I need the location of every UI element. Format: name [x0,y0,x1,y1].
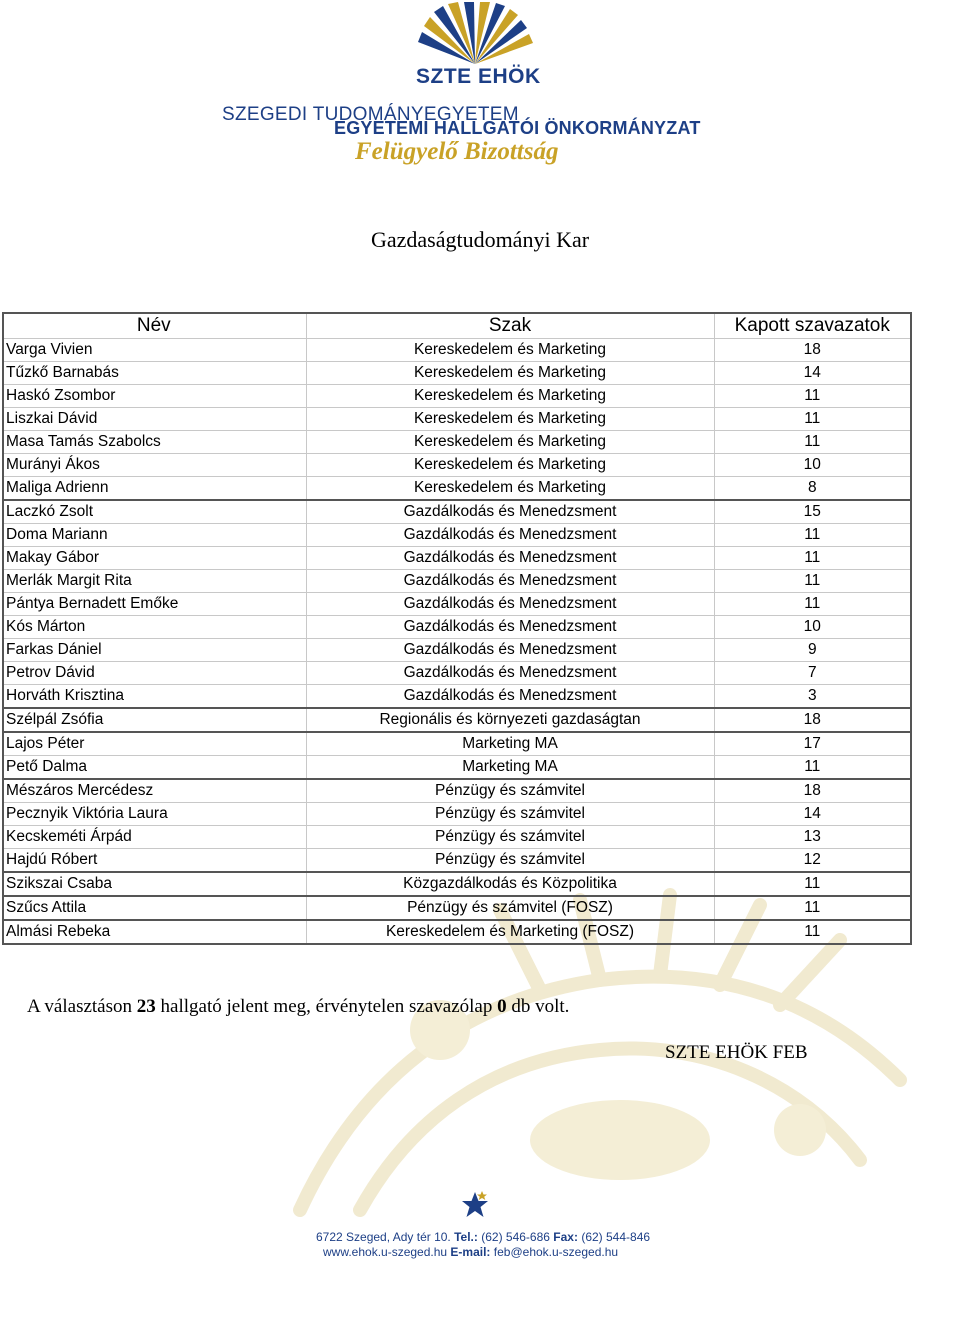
cell-votes: 18 [714,779,911,803]
cell-name: Szűcs Attila [3,896,306,920]
cell-name: Kós Márton [3,616,306,639]
cell-szak: Kereskedelem és Marketing [306,454,714,477]
table-row [3,339,911,362]
cell-szak: Gazdálkodás és Menedzsment [306,593,714,616]
cell-szak: Kereskedelem és Marketing [306,431,714,454]
cell-szak: Marketing MA [306,756,714,780]
table-row [3,547,911,570]
cell-votes: 11 [714,524,911,547]
cell-votes: 11 [714,431,911,454]
sun-logo-icon [410,2,540,72]
table-row [3,872,911,896]
table-row [3,803,911,826]
cell-name: Pecznyik Viktória Laura [3,803,306,826]
footer-tel: (62) 546-686 [481,1230,550,1244]
footer-email-label: E-mail: [450,1245,491,1259]
cell-votes: 11 [714,570,911,593]
table-row [3,616,911,639]
table-row [3,779,911,803]
table-row [3,756,911,780]
table-row [3,920,911,944]
cell-szak: Kereskedelem és Marketing [306,477,714,501]
cell-votes: 15 [714,500,911,524]
header-votes: Kapott szavazatok [714,313,911,339]
cell-votes: 9 [714,639,911,662]
cell-name: Varga Vivien [3,339,306,362]
summary-suffix: db volt. [506,996,570,1017]
cell-szak: Pénzügy és számvitel [306,826,714,849]
cell-szak: Gazdálkodás és Menedzsment [306,547,714,570]
cell-name: Maliga Adrienn [3,477,306,501]
cell-name: Tűzkő Barnabás [3,362,306,385]
cell-szak: Kereskedelem és Marketing [306,362,714,385]
cell-votes: 11 [714,756,911,780]
cell-szak: Pénzügy és számvitel [306,849,714,873]
table-row [3,685,911,709]
footer-web-link[interactable]: www.ehok.u-szeged.hu [323,1245,448,1259]
footer-fax-label: Fax: [553,1230,578,1244]
summary-prefix: A választáson [27,996,137,1017]
cell-szak: Gazdálkodás és Menedzsment [306,524,714,547]
cell-votes: 11 [714,896,911,920]
cell-votes: 11 [714,385,911,408]
cell-name: Kecskeméti Árpád [3,826,306,849]
cell-votes: 11 [714,920,911,944]
cell-votes: 10 [714,454,911,477]
cell-name: Lajos Péter [3,732,306,756]
cell-votes: 14 [714,362,911,385]
cell-name: Liszkai Dávid [3,408,306,431]
cell-name: Laczkó Zsolt [3,500,306,524]
table-row [3,896,911,920]
table-row [3,500,911,524]
cell-name: Doma Mariann [3,524,306,547]
cell-name: Mészáros Mercédesz [3,779,306,803]
cell-name: Hajdú Róbert [3,849,306,873]
cell-szak: Kereskedelem és Marketing (FOSZ) [306,920,714,944]
table-row [3,826,911,849]
table-row [3,408,911,431]
cell-szak: Gazdálkodás és Menedzsment [306,616,714,639]
cell-name: Szélpál Zsófia [3,708,306,732]
signature: SZTE EHÖK FEB [665,1042,808,1063]
table-row [3,454,911,477]
cell-szak: Pénzügy és számvitel [306,779,714,803]
cell-votes: 12 [714,849,911,873]
cell-name: Pántya Bernadett Emőke [3,593,306,616]
header-name: Név [3,313,306,339]
footer-address: 6722 Szeged, Ady tér 10. [316,1230,451,1244]
table-row [3,431,911,454]
logo-university-name: SZEGEDI TUDOMÁNYEGYETEM [222,104,519,125]
cell-votes: 7 [714,662,911,685]
cell-szak: Regionális és környezeti gazdaságtan [306,708,714,732]
footer-address-line [316,1230,650,1244]
cell-votes: 18 [714,339,911,362]
table-row [3,849,911,873]
cell-name: Petrov Dávid [3,662,306,685]
cell-name: Horváth Krisztina [3,685,306,709]
cell-szak: Pénzügy és számvitel [306,803,714,826]
cell-szak: Gazdálkodás és Menedzsment [306,500,714,524]
cell-szak: Gazdálkodás és Menedzsment [306,639,714,662]
cell-szak: Marketing MA [306,732,714,756]
table-row [3,593,911,616]
page-title: Gazdaságtudományi Kar [370,227,590,252]
cell-name: Masa Tamás Szabolcs [3,431,306,454]
cell-votes: 13 [714,826,911,849]
cell-name: Pető Dalma [3,756,306,780]
cell-name: Szikszai Csaba [3,872,306,896]
cell-szak: Gazdálkodás és Menedzsment [306,662,714,685]
cell-szak: Gazdálkodás és Menedzsment [306,570,714,593]
cell-votes: 11 [714,872,911,896]
table-header-row [3,313,911,339]
cell-szak: Kereskedelem és Marketing [306,339,714,362]
footer-contact-line [323,1245,618,1259]
header-szak: Szak [306,313,714,339]
attendee-count: 23 [136,996,156,1017]
cell-name: Merlák Margit Rita [3,570,306,593]
star-icon [460,1190,490,1225]
footer-email-link[interactable]: feb@ehok.u-szeged.hu [493,1245,619,1259]
table-row [3,662,911,685]
cell-votes: 18 [714,708,911,732]
cell-votes: 11 [714,547,911,570]
results-table [2,312,912,945]
cell-votes: 10 [714,616,911,639]
cell-szak: Közgazdálkodás és Közpolitika [306,872,714,896]
cell-votes: 3 [714,685,911,709]
summary-text [27,996,569,1018]
cell-name: Farkas Dániel [3,639,306,662]
table-row [3,524,911,547]
logo-organization-name: EGYETEMI HALLGATÓI ÖNKORMÁNYZAT [334,118,701,138]
footer-fax: (62) 544-846 [581,1230,651,1244]
cell-votes: 11 [714,408,911,431]
logo-abbreviation: SZTE EHÖK [416,65,541,88]
cell-name: Makay Gábor [3,547,306,570]
cell-votes: 14 [714,803,911,826]
table-row [3,708,911,732]
cell-votes: 11 [714,593,911,616]
table-row [3,732,911,756]
cell-name: Haskó Zsombor [3,385,306,408]
table-row [3,639,911,662]
cell-votes: 17 [714,732,911,756]
table-row [3,362,911,385]
table-row [3,385,911,408]
cell-szak: Kereskedelem és Marketing [306,385,714,408]
cell-szak: Gazdálkodás és Menedzsment [306,685,714,709]
logo-script-text: Felügyelő Bizottság [355,138,559,165]
cell-name: Almási Rebeka [3,920,306,944]
cell-name: Murányi Ákos [3,454,306,477]
cell-votes: 8 [714,477,911,501]
summary-middle: hallgató jelent meg, érvénytelen szavazólap [155,996,498,1017]
invalid-count: 0 [497,996,507,1017]
table-row [3,477,911,501]
cell-szak: Kereskedelem és Marketing [306,408,714,431]
footer-tel-label: Tel.: [454,1230,478,1244]
table-row [3,570,911,593]
cell-szak: Pénzügy és számvitel (FOSZ) [306,896,714,920]
